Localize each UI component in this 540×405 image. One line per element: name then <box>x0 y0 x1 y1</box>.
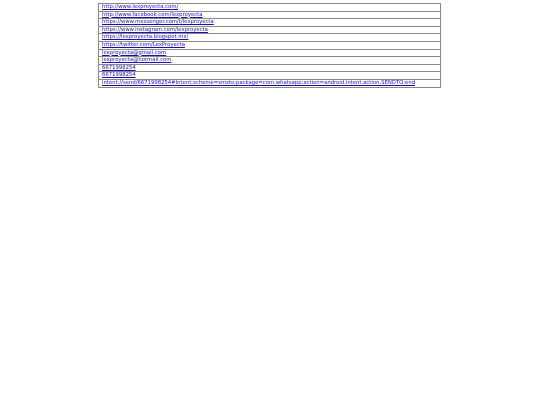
table-cell <box>99 79 441 87</box>
sms-link[interactable]: 6671998254 <box>102 72 136 79</box>
facebook-link[interactable]: http://www.facebook.com/lexproyecta <box>102 11 203 18</box>
twitter-link[interactable]: https://twitter.com/LexProyecta <box>102 41 185 48</box>
table-cell <box>99 11 441 19</box>
table-row <box>99 11 441 19</box>
table-cell <box>99 49 441 57</box>
instagram-link[interactable]: https://www.instagram.com/lexproyecta <box>102 26 208 33</box>
table-row <box>99 26 441 34</box>
whatsapp-link[interactable]: intent://send/6671998254#Intent;scheme=smsto;package=com.whatsapp;action=android.intent.action.SENDTO;end <box>102 79 416 86</box>
table-cell <box>99 26 441 34</box>
table-row <box>99 49 441 57</box>
table-cell <box>99 34 441 42</box>
table-row <box>99 57 441 65</box>
table-row <box>99 19 441 27</box>
contact-links-table <box>98 3 441 88</box>
table-row <box>99 72 441 80</box>
gmail-link[interactable]: lexproyecta@gmail.com <box>102 49 167 56</box>
table-cell <box>99 64 441 72</box>
phone-link[interactable]: 6671998254 <box>102 64 136 71</box>
table-row <box>99 79 441 87</box>
hotmail-link[interactable]: lexproyecta@hotmail.com <box>102 57 172 64</box>
table-row <box>99 34 441 42</box>
table-cell <box>99 19 441 27</box>
website-link[interactable]: http://www.lexproyecta.com/ <box>102 4 179 10</box>
table-row <box>99 41 441 49</box>
blogspot-link[interactable]: https://lexproyecta.blogspot.mx/ <box>102 34 189 41</box>
table-row <box>99 64 441 72</box>
table-cell <box>99 4 441 12</box>
table-cell <box>99 57 441 65</box>
table-cell <box>99 72 441 80</box>
table-row <box>99 4 441 12</box>
messenger-link[interactable]: https://www.messenger.com/t/lexproyecta <box>102 19 214 26</box>
table-cell <box>99 41 441 49</box>
